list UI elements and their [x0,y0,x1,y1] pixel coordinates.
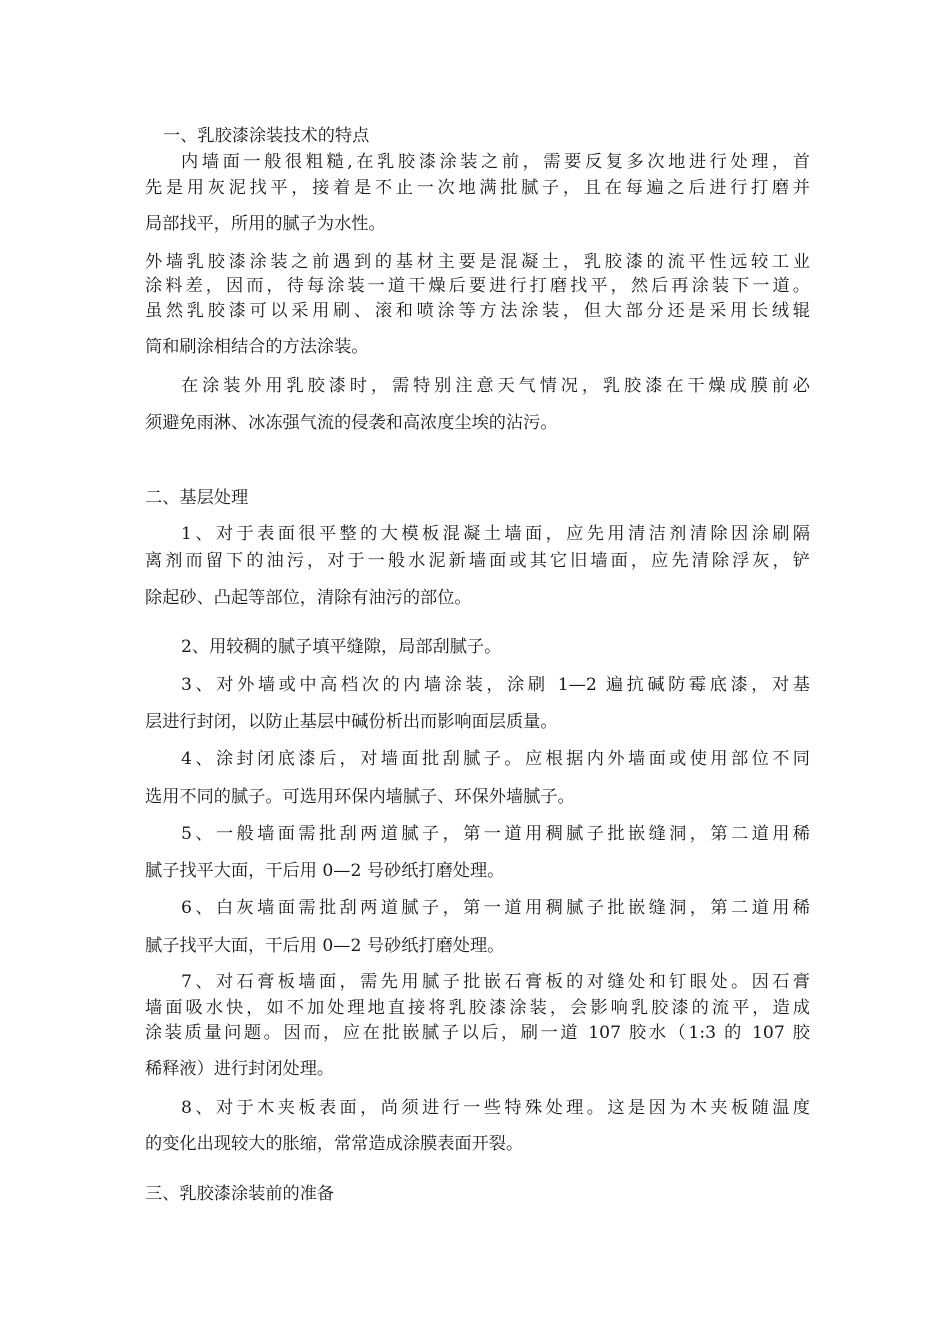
list-item-line: 选用不同的腻子。可选用环保内墙腻子、环保外墙腻子。 [145,787,575,807]
list-item-line: 8、对于木夹板表面，尚须进行一些特殊处理。这是因为木夹板随温度 [181,1098,810,1118]
section-heading-1: 一、乳胶漆涂装技术的特点 [163,126,370,146]
list-item-line: 层进行封闭，以防止基层中碱份析出而影响面层质量。 [145,712,558,732]
list-item-line: 的变化出现较大的胀缩，常常造成涂膜表面开裂。 [145,1134,524,1154]
paragraph-line: 虽然乳胶漆可以采用刷、滚和喷涂等方法涂装，但大部分还是采用长绒辊 [145,301,810,321]
list-item-line: 稀释液）进行封闭处理。 [145,1059,335,1079]
list-item-line: 3、对外墙或中高档次的内墙涂装，涂刷 1—2 遍抗碱防霉底漆，对基 [181,675,810,695]
list-item-line: 7、对石膏板墙面，需先用腻子批嵌石膏板的对缝处和钉眼处。因石膏 [181,972,810,992]
list-item-line: 1、对于表面很平整的大模板混凝土墙面，应先用清洁剂清除因涂刷隔 [181,524,810,544]
list-item-line: 腻子找平大面，干后用 0—2 号砂纸打磨处理。 [145,936,505,956]
section-heading-2: 二、基层处理 [145,488,249,508]
list-item-line: 涂装质量问题。因而，应在批嵌腻子以后，刷一道 107 胶水（1:3 的 107 胶 [145,1023,810,1043]
paragraph-line: 涂料差，因而，待每涂装一道干燥后要进行打磨找平，然后再涂装下一道。 [145,276,810,296]
list-item-line: 腻子找平大面，干后用 0—2 号砂纸打磨处理。 [145,861,505,881]
list-item-line: 6、白灰墙面需批刮两道腻子，第一道用稠腻子批嵌缝洞，第二道用稀 [181,898,810,918]
list-item-line: 4、涂封闭底漆后，对墙面批刮腻子。应根据内外墙面或使用部位不同 [181,749,810,769]
list-item-line: 离剂而留下的油污，对于一般水泥新墙面或其它旧墙面，应先清除浮灰，铲 [145,551,810,571]
paragraph-line: 先是用灰泥找平，接着是不止一次地满批腻子，且在每遍之后进行打磨并 [145,178,810,198]
paragraph-line: 须避免雨淋、冰冻强气流的侵袭和高浓度尘埃的沾污。 [145,413,558,433]
list-item-line: 5、一般墙面需批刮两道腻子，第一道用稠腻子批嵌缝洞，第二道用稀 [181,824,810,844]
paragraph-line: 外墙乳胶漆涂装之前遇到的基材主要是混凝土，乳胶漆的流平性远较工业 [145,252,810,272]
paragraph-line: 局部找平，所用的腻子为水性。 [145,214,386,234]
section-heading-3: 三、乳胶漆涂装前的准备 [145,1184,335,1204]
list-item-line: 除起砂、凸起等部位，清除有油污的部位。 [145,588,472,608]
list-item-line: 2、用较稠的腻子填平缝隙，局部刮腻子。 [181,637,502,657]
list-item-line: 墙面吸水快，如不加处理地直接将乳胶漆涂装，会影响乳胶漆的流平，造成 [145,998,810,1018]
paragraph-line: 内墙面一般很粗糙,在乳胶漆涂装之前，需要反复多次地进行处理，首 [181,152,810,172]
paragraph-line: 在涂装外用乳胶漆时，需特别注意天气情况，乳胶漆在干燥成膜前必 [181,376,810,396]
paragraph-line: 筒和刷涂相结合的方法涂装。 [145,337,369,357]
